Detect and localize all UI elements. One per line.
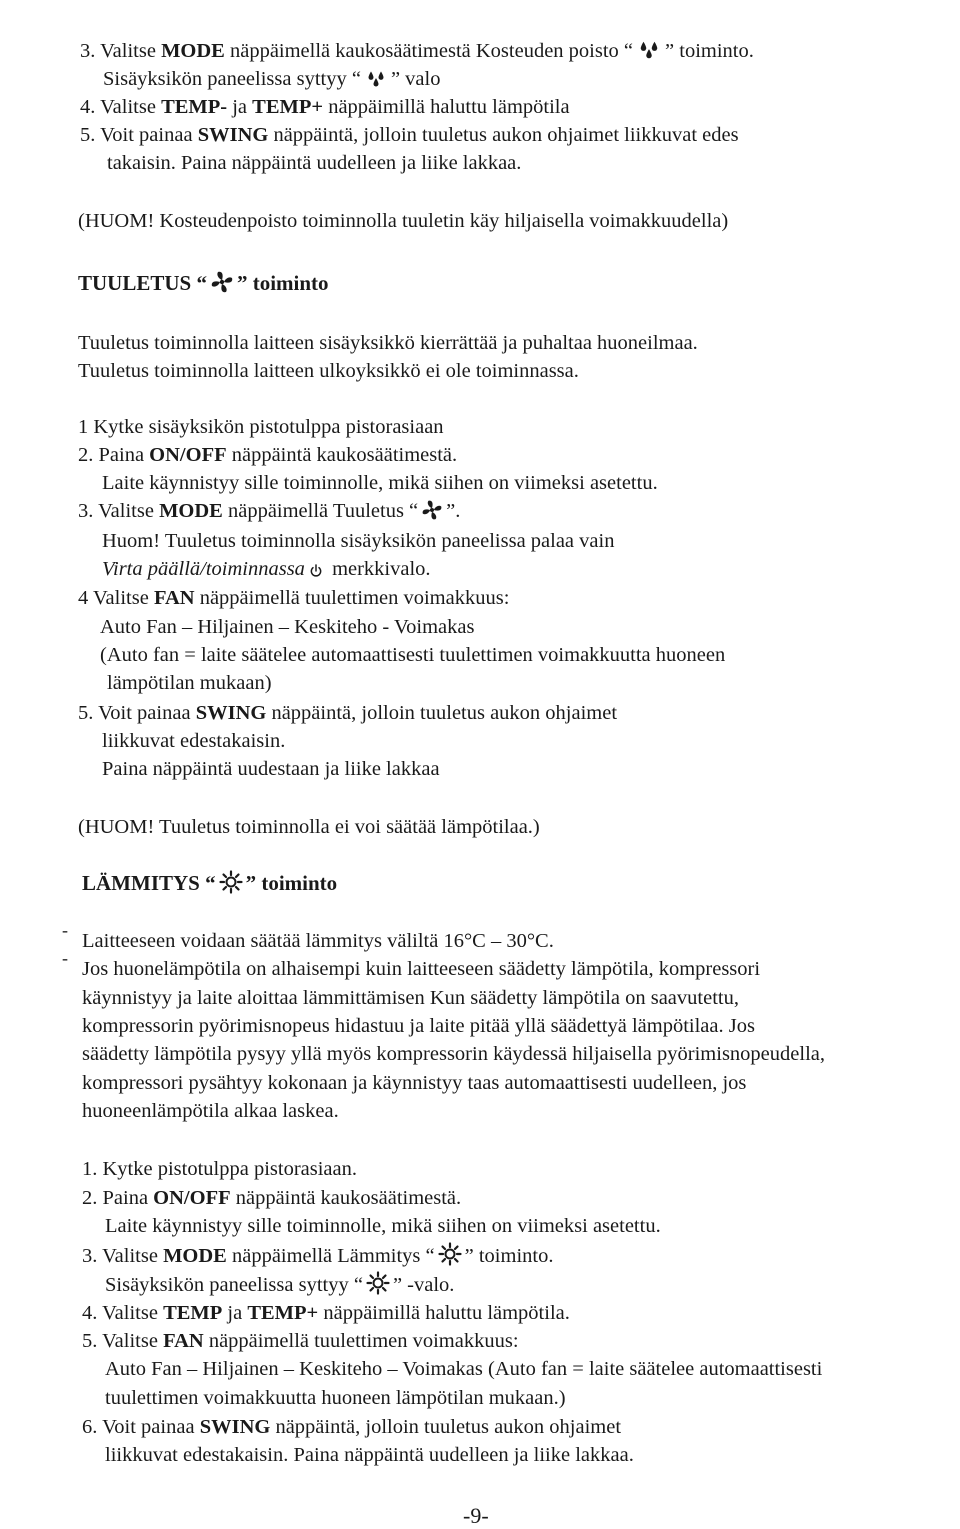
- dehumidify-note: (HUOM! Kosteudenpoisto toiminnolla tuuletin käy hiljaisella voimakkuudella): [78, 210, 729, 232]
- tuuletus-step-3-indicator: Virta päällä/toiminnassa merkkivalo.: [102, 558, 431, 580]
- tuuletus-intro-1: Tuuletus toiminnolla laitteen sisäyksikkö kierrättää ja puhaltaa huoneilmaa.: [78, 332, 698, 354]
- bullet-dash: -: [62, 948, 68, 968]
- lammitys-bullet-2-line: käynnistyy ja laite aloittaa lämmittämisen Kun säädetty lämpötila on saavutettu,: [82, 987, 739, 1009]
- tuuletus-note: (HUOM! Tuuletus toiminnolla ei voi säätää lämpötilaa.): [78, 816, 540, 838]
- lammitys-step-2: 2. Paina ON/OFF näppäintä kaukosäätimestä.: [82, 1187, 462, 1209]
- sun-icon: [366, 1271, 390, 1295]
- tuuletus-step-4-note: (Auto fan = laite säätelee automaattisesti tuulettimen voimakkuutta huoneen: [100, 644, 726, 666]
- tuuletus-intro-2: Tuuletus toiminnolla laitteen ulkoyksikkö ei ole toiminnassa.: [78, 360, 579, 382]
- lammitys-step-2-cont: Laite käynnistyy sille toiminnolle, mikä siihen on viimeksi asetettu.: [105, 1215, 661, 1237]
- tuuletus-step-4: 4 Valitse FAN näppäimellä tuulettimen voimakkuus:: [78, 587, 510, 609]
- tuuletus-step-5: 5. Voit painaa SWING näppäintä, jolloin tuuletus aukon ohjaimet: [78, 702, 618, 724]
- tuuletus-step-3: 3. Valitse MODE näppäimellä Tuuletus “ ”.: [78, 500, 461, 522]
- tuuletus-step-2: 2. Paina ON/OFF näppäintä kaukosäätimestä.: [78, 444, 458, 466]
- tuuletus-step-3-note: Huom! Tuuletus toiminnolla sisäyksikön paneelissa palaa vain: [102, 530, 615, 552]
- tuuletus-step-1: 1 Kytke sisäyksikön pistotulppa pistorasiaan: [78, 416, 444, 438]
- lammitys-bullet-2-line: kompressorin pyörimisnopeus hidastuu ja laite pitää yllä säädettyä lämpötilaa. Jos: [82, 1015, 755, 1037]
- lammitys-step-3: 3. Valitse MODE näppäimellä Lämmitys “ ” toiminto.: [82, 1242, 553, 1269]
- lammitys-step-5-options-cont: tuulettimen voimakkuutta huoneen lämpötilan mukaan.): [105, 1387, 566, 1409]
- step-5-swing: 5. Voit painaa SWING näppäintä, jolloin tuuletus aukon ohjaimet liikkuvat edes: [80, 124, 739, 146]
- lammitys-bullet-1: Laitteeseen voidaan säätää lämmitys väliltä 16°C – 30°C.: [82, 930, 554, 952]
- step-4-temp: 4. Valitse TEMP- ja TEMP+ näppäimillä haluttu lämpötila: [80, 96, 570, 118]
- bullet-dash: -: [62, 920, 68, 940]
- lammitys-step-6-cont: liikkuvat edestakaisin. Paina näppäintä uudelleen ja liike lakkaa.: [105, 1444, 634, 1466]
- lammitys-step-5-options: Auto Fan – Hiljainen – Keskiteho – Voimakas (Auto fan = laite säätelee automaattisesti: [105, 1358, 823, 1380]
- step-3-dehumidify: 3. Valitse MODE näppäimellä kaukosäätimestä Kosteuden poisto “ ” toiminto.: [80, 40, 754, 62]
- section-title-tuuletus: TUULETUS “ ” toiminto: [78, 271, 329, 295]
- lammitys-step-3-panel: Sisäyksikön paneelissa syttyy “ ” -valo.: [105, 1271, 454, 1298]
- page-number: -9-: [463, 1503, 489, 1528]
- tuuletus-step-4-note-cont: lämpötilan mukaan): [107, 672, 272, 694]
- fan-icon: [421, 499, 443, 521]
- dehumidify-icon: [364, 69, 388, 89]
- panel-light-line: Sisäyksikön paneelissa syttyy “ ” valo: [103, 68, 441, 90]
- tuuletus-step-2-cont: Laite käynnistyy sille toiminnolle, mikä siihen on viimeksi asetettu.: [102, 472, 658, 494]
- tuuletus-step-5-cont-2: Paina näppäintä uudestaan ja liike lakkaa: [102, 758, 440, 780]
- section-title-lammitys: LÄMMITYS “ ” toiminto: [82, 871, 338, 895]
- tuuletus-step-5-cont: liikkuvat edestakaisin.: [102, 730, 286, 752]
- sun-icon: [438, 1242, 462, 1266]
- step-5-swing-cont: takaisin. Paina näppäintä uudelleen ja liike lakkaa.: [107, 152, 522, 174]
- fan-icon: [210, 270, 234, 294]
- lammitys-bullet-2-line: säädetty lämpötila pysyy yllä myös kompressorin käydessä hiljaisella pyörimisnopeudella,: [82, 1043, 825, 1065]
- lammitys-step-5: 5. Valitse FAN näppäimellä tuulettimen voimakkuus:: [82, 1330, 519, 1352]
- lammitys-bullet-2-line: kompressori pysähtyy kokonaan ja käynnistyy taas automaattisesti uudelleen, jos: [82, 1072, 747, 1094]
- tuuletus-step-4-options: Auto Fan – Hiljainen – Keskiteho - Voimakas: [100, 616, 475, 638]
- lammitys-bullet-2-line: Jos huonelämpötila on alhaisempi kuin laitteeseen säädetty lämpötila, kompressori: [82, 958, 761, 980]
- dehumidify-icon: [636, 39, 662, 61]
- lammitys-step-1: 1. Kytke pistotulppa pistorasiaan.: [82, 1158, 357, 1180]
- lammitys-bullet-2-line: huoneenlämpötila alkaa laskea.: [82, 1100, 339, 1122]
- lammitys-step-6: 6. Voit painaa SWING näppäintä, jolloin tuuletus aukon ohjaimet: [82, 1416, 622, 1438]
- lammitys-step-4: 4. Valitse TEMP ja TEMP+ näppäimillä haluttu lämpötila.: [82, 1302, 570, 1324]
- sun-icon: [219, 870, 243, 894]
- power-icon: [308, 563, 324, 579]
